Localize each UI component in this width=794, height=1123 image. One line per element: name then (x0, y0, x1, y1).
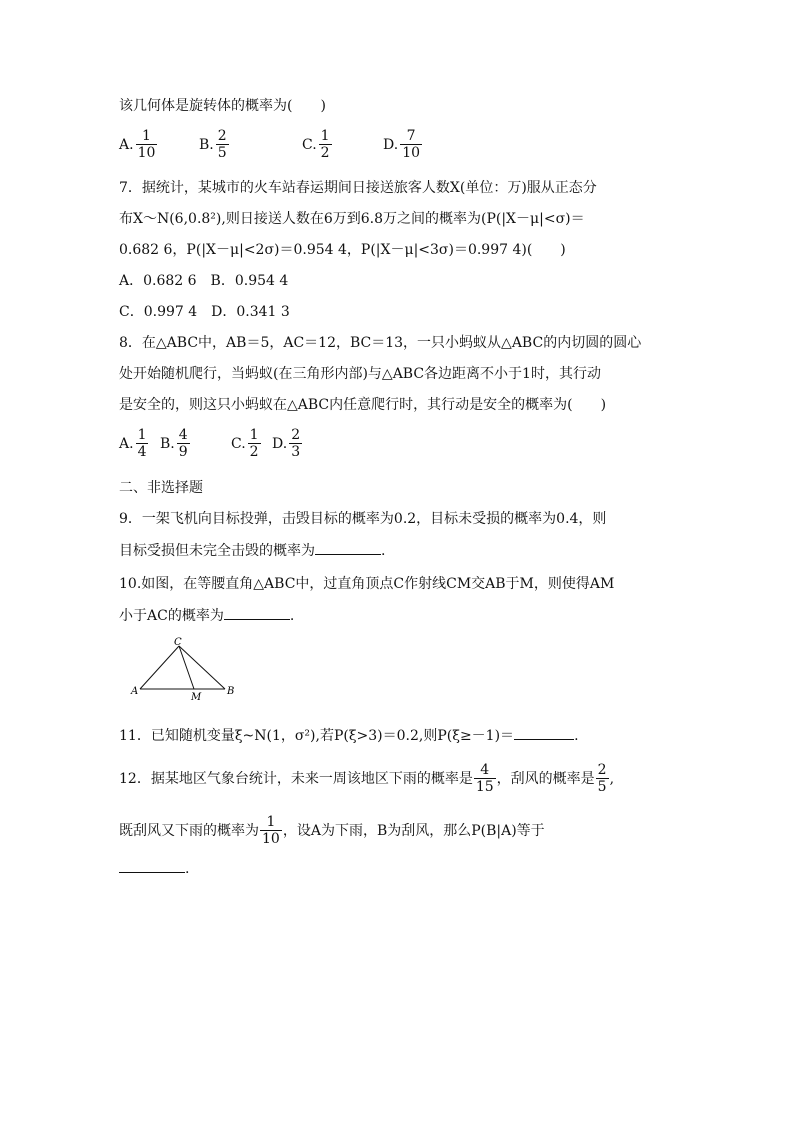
triangle-figure (128, 636, 248, 702)
q10-line-2 (119, 605, 294, 626)
q7-options-line-2: C．0.997 4 D．0.341 3 (119, 304, 290, 320)
both-probability-fraction: $\frac{1}{10}$ (262, 814, 280, 847)
q12-text-4: 既刮风又下雨的概率为 (119, 822, 259, 839)
side-cb (179, 646, 225, 689)
option-label: A. (119, 136, 134, 153)
q11-text: 11．已知随机变量ξ~N(1，σ²),若P(ξ>3)＝0.2,则P(ξ≥－1)＝ (119, 728, 515, 744)
wind-probability-fraction: $\frac{2}{5}$ (597, 762, 607, 795)
q8-option-a (119, 427, 149, 460)
option-label: B. (160, 435, 175, 452)
answer-blank (119, 858, 185, 873)
q8-line-2: 处开始随机爬行，当蚂蚁(在三角形内部)与△ABC各边距离不小于1时，其行动 (119, 366, 601, 382)
q12-text-3: , (609, 770, 615, 787)
q6-option-b (199, 128, 230, 161)
option-fraction: $\frac{2}{3}$ (291, 427, 301, 460)
option-label: C. (302, 136, 317, 153)
option-label: D. (383, 136, 399, 153)
q12-text-2: ，刮风的概率是 (496, 770, 595, 787)
q7-options-line-1: A．0.682 6 B．0.954 4 (119, 273, 289, 289)
period: . (574, 728, 579, 744)
label-m: M (191, 692, 202, 702)
q9-line-2-text: 目标受损但未完全击毁的概率为 (119, 543, 315, 559)
q8-option-d (272, 427, 303, 460)
q9-line-1: 9．一架飞机向目标投弹，击毁目标的概率为0.2，目标未受损的概率为0.4，则 (119, 511, 607, 527)
q12-text-1: 12．据某地区气象台统计，未来一周该地区下雨的概率是 (119, 770, 473, 787)
q12-line-3 (119, 858, 189, 879)
option-fraction: $\frac{1}{10}$ (137, 128, 156, 161)
option-label: A. (119, 435, 134, 452)
period: . (381, 543, 386, 559)
option-fraction: $\frac{1}{2}$ (320, 128, 330, 161)
label-b: B (227, 686, 235, 697)
q8-option-c (231, 427, 262, 460)
q12-line-1 (119, 762, 614, 795)
q7-line-1: 7．据统计，某城市的火车站春运期间日接送旅客人数X(单位：万)服从正态分 (119, 180, 597, 196)
option-fraction: $\frac{1}{4}$ (137, 427, 147, 460)
period: . (289, 608, 295, 624)
period: . (185, 861, 190, 877)
option-label: B. (199, 136, 214, 153)
answer-blank (514, 725, 574, 740)
label-a: A (131, 686, 139, 697)
q7-line-3: 0.682 6，P(|X－μ|<2σ)＝0.954 4，P(|X－μ|<3σ)＝0.997 4)( ) (119, 242, 566, 258)
label-c: C (174, 637, 182, 648)
option-fraction: $\frac{7}{10}$ (402, 128, 421, 161)
option-label: C. (231, 435, 246, 452)
q6-option-c (302, 128, 333, 161)
option-fraction: $\frac{1}{2}$ (249, 427, 259, 460)
rain-probability-fraction: $\frac{4}{15}$ (475, 762, 494, 795)
option-fraction: $\frac{2}{5}$ (217, 128, 227, 161)
section-title: 二、非选择题 (119, 480, 203, 496)
q7-line-2: 布X～N(6,0.8²),则日接送人数在6万到6.8万之间的概率为(P(|X－μ|<σ)＝ (119, 211, 585, 227)
q6-option-d (383, 128, 423, 161)
answer-blank (315, 540, 381, 555)
q8-option-b (160, 427, 191, 460)
q11-line (119, 725, 579, 746)
q6-stem: 该几何体是旋转体的概率为( ) (119, 98, 326, 114)
q12-line-2 (119, 814, 545, 847)
q8-line-1: 8．在△ABC中，AB＝5，AC＝12，BC＝13，一只小蚂蚁从△ABC的内切圆的圆心 (119, 335, 642, 351)
answer-blank (224, 605, 290, 620)
option-label: D. (272, 435, 288, 452)
option-fraction: $\frac{4}{9}$ (178, 427, 188, 460)
q10-line-2-text: 小于AC的概率为 (119, 608, 224, 624)
side-ac (140, 646, 179, 689)
q6-option-a (119, 128, 158, 161)
q9-line-2 (119, 540, 385, 561)
q12-text-5: ，设A为下雨，B为刮风，那么P(B|A)等于 (282, 822, 545, 839)
q10-line-1: 10.如图，在等腰直角△ABC中，过直角顶点C作射线CM交AB于M，则使得AM (119, 576, 615, 592)
q8-line-3: 是安全的，则这只小蚂蚁在△ABC内任意爬行时，其行动是安全的概率为( ) (119, 397, 607, 413)
